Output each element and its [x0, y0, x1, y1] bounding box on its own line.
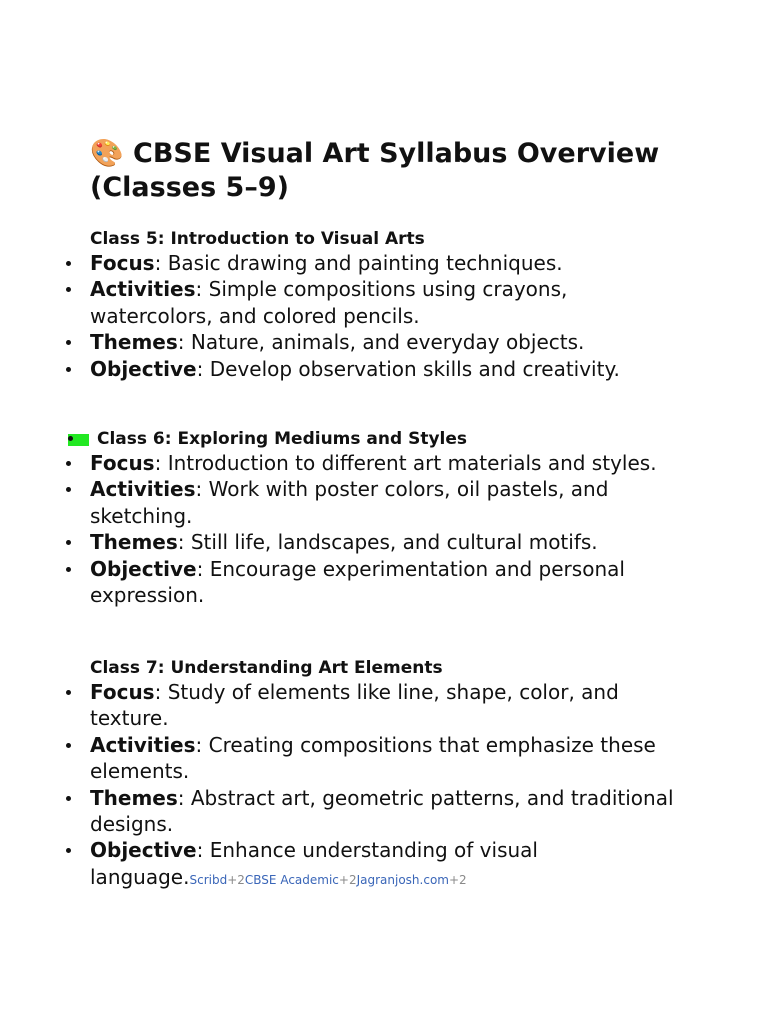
bullet-icon [66, 567, 71, 572]
bullet-icon [66, 848, 71, 853]
list-item [0, 329, 690, 355]
item-label: Objective [90, 838, 197, 863]
item-text: : Still life, landscapes, and cultural motifs. [177, 530, 598, 555]
reference-count: +2 [338, 872, 357, 887]
source-references [189, 873, 466, 887]
item-label: Objective [90, 556, 197, 581]
item-text: : Develop observation skills and creativity. [196, 356, 620, 381]
list-item [0, 679, 690, 732]
item-label: Activities [90, 732, 196, 757]
reference-count: +2 [448, 872, 467, 887]
list-item [0, 837, 690, 893]
item-label: Themes [90, 785, 178, 810]
section-class-6 [0, 428, 768, 608]
section-heading: Class 7: Understanding Art Elements [90, 658, 443, 678]
list-item [0, 529, 690, 555]
list-item [0, 450, 690, 476]
item-text: : Nature, animals, and everyday objects. [177, 330, 585, 355]
item-label: Focus [90, 451, 155, 475]
item-text: : Enhance understanding of visual language. [90, 838, 538, 889]
item-text: : Creating compositions that emphasize these elements. [90, 732, 656, 784]
list-item [0, 250, 690, 276]
list-item [0, 476, 690, 529]
item-label: Themes [90, 330, 178, 355]
section-class-7 [0, 657, 768, 893]
list-item [0, 556, 690, 609]
reference-link-scribd[interactable]: Scribd [189, 872, 228, 887]
item-label: Themes [90, 530, 178, 555]
bullet-icon [66, 287, 71, 292]
bullet-icon [66, 690, 71, 695]
bullet-icon [66, 261, 71, 266]
list-item [0, 785, 690, 838]
item-label: Activities [90, 277, 196, 302]
item-text: : Encourage experimentation and personal expression. [90, 556, 625, 608]
item-label: Focus [90, 251, 155, 275]
bullet-icon [66, 367, 71, 372]
list-item [0, 276, 690, 329]
bullet-icon [66, 796, 71, 801]
item-text: : Work with poster colors, oil pastels, and sketching. [90, 477, 609, 528]
section-heading: Class 5: Introduction to Visual Arts [90, 229, 425, 249]
reference-link-jagranjosh[interactable]: Jagranjosh.com [356, 872, 449, 887]
bullet-list [0, 450, 768, 608]
page-title: 🎨 CBSE Visual Art Syllabus Overview (Classes 5–9) [90, 138, 660, 203]
reference-count: +2 [227, 872, 245, 887]
bullet-icon [66, 540, 71, 545]
list-item [0, 356, 690, 382]
section-class-5 [0, 228, 768, 382]
item-label: Focus [90, 680, 155, 704]
bullet-icon [66, 340, 71, 345]
bullet-icon [68, 436, 73, 441]
section-heading-text: Class 6: Exploring Mediums and Styles [97, 429, 468, 449]
bullet-list [0, 679, 768, 893]
item-label: Objective [90, 356, 197, 381]
item-text: : Basic drawing and painting techniques. [154, 251, 563, 275]
list-item [0, 732, 690, 785]
section-heading [97, 428, 768, 450]
bullet-icon [66, 487, 71, 492]
item-text: : Introduction to different art materials and styles. [154, 451, 657, 475]
bullet-list [0, 250, 768, 382]
item-text: : Study of elements like line, shape, color, and texture. [90, 680, 619, 731]
bullet-icon [66, 743, 71, 748]
item-label: Activities [90, 477, 196, 502]
bullet-icon [66, 461, 71, 466]
reference-link-cbse-academic[interactable]: CBSE Academic [244, 872, 339, 887]
item-text: : Simple compositions using crayons, watercolors, and colored pencils. [90, 277, 568, 328]
item-text: : Abstract art, geometric patterns, and traditional designs. [90, 785, 674, 837]
